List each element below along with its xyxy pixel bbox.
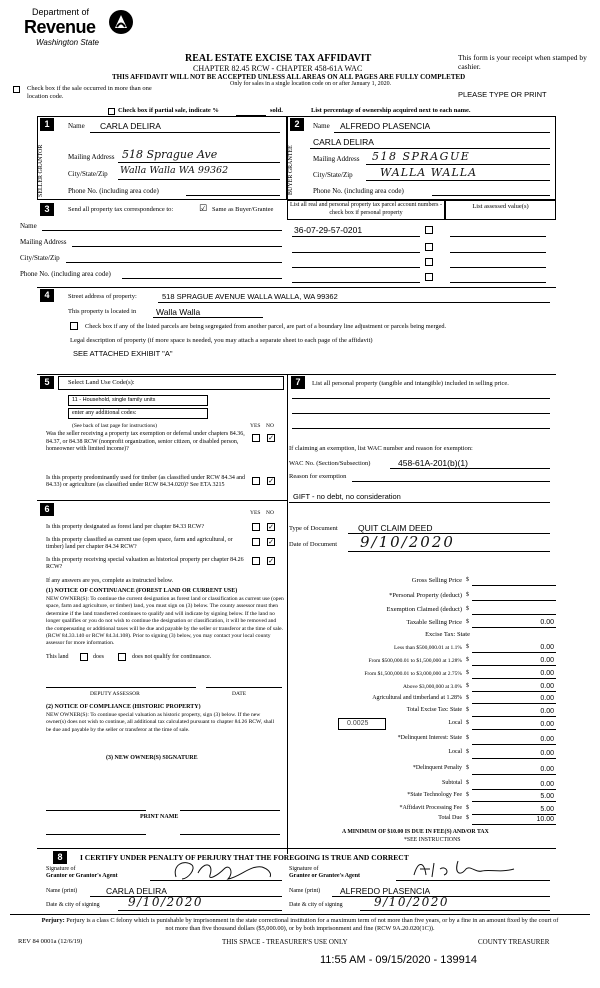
parcel-2-personal-checkbox[interactable] [425,243,433,251]
delinq-penalty-dollar: $ [466,765,469,771]
print-name-label: PRINT NAME [140,814,179,820]
subtotal-label: Subtotal [441,780,462,786]
s5-q2-no-checkbox[interactable]: ✓ [268,477,274,485]
s6-q1-no-checkbox[interactable]: ✓ [268,523,274,531]
tier2-value[interactable]: 0.00 [540,657,554,664]
section-1-number: 1 [40,118,54,131]
perjury-block [40,917,560,933]
seller-phone-label: Phone No. (including area code) [68,187,159,195]
section-4-number: 4 [40,289,54,302]
grantee-sig-line [396,880,550,881]
tier4-value[interactable]: 0.00 [540,683,554,690]
notice-1-title: (1) NOTICE OF CONTINUANCE (FOREST LAND OR CURRENT USE) [46,588,238,594]
seller-address[interactable]: 518 Sprague Ave [122,148,218,161]
reason-label: Reason for exemption [289,473,347,480]
does-label: does [93,654,104,660]
buyer-city-line [366,180,550,181]
buyer-city[interactable]: WALLA WALLA [380,166,478,179]
buyer-address[interactable]: 518 SPRAGUE [372,150,471,163]
tier1-label: Less than $500,000.01 at 1.1% [394,645,462,651]
seller-city[interactable]: Walla Walla WA 99362 [120,165,229,176]
treasurer-only: THIS SPACE - TREASURER'S USE ONLY [222,938,348,946]
delinq-state-label: *Delinquent Interest: State [397,735,462,741]
tech-fee-value[interactable]: 5.00 [540,793,554,800]
recording-stamp: 11:55 AM - 09/15/2020 - 139914 [320,954,477,966]
seller-address-line [118,162,280,163]
land-use-label: Select Land Use Code(s): [68,379,135,386]
delinq-state-line [472,744,556,745]
processing-fee-dollar: $ [466,805,469,811]
reason-line-2 [289,502,550,503]
section-8-number: 8 [53,851,67,864]
s6-yes-header: YES [250,510,261,516]
taxable-dollar: $ [466,619,469,625]
local-rate: 0.0025 [347,720,369,727]
taxable-line [472,627,556,628]
new-owner-sig-line-1[interactable] [46,810,146,811]
s5-question-1: Was the seller receiving a property tax exemption or deferral under chapters 84.36, 84.37, or 84.38 RCW (nonprofit organization, senior citizen, or disabled person, homeowner with limited income)? [46,431,245,452]
delinq-local-label: Local [448,749,462,755]
gross-label: Gross Selling Price [411,577,462,584]
buyer-name-2[interactable]: CARLA DELIRA [313,137,374,147]
parcels-header: List all real and personal property tax parcel account numbers - check box if personal property [290,202,442,216]
reason-value[interactable]: GIFT - no debt, no consideration [293,492,401,501]
tier1-dollar: $ [466,644,469,650]
buyer-name-line-1 [334,132,550,133]
s5-question-2: Is this property predominantly used for timber (as classified under RCW 84.34 and 84.33) or agriculture (as classified under RCW 84.34.020)? See ETA 3215 [46,475,246,488]
grantor-sig-label-2: Grantor or Grantor's Agent [46,873,118,879]
print-name-line-1[interactable] [46,834,146,835]
s5-q2-yes-checkbox[interactable] [252,477,260,485]
section-8-top-rule [37,848,556,849]
gross-dollar: $ [466,577,469,583]
deputy-line[interactable] [46,687,196,688]
section-6-top-rule [37,500,287,501]
s3-phone-line[interactable] [122,278,282,279]
legal-label: Legal description of property (if more space is needed, you may attach a separate sheet to each page of the affidavit) [70,337,373,344]
exemption-label: If claiming an exemption, list WAC number and reason for exemption: [289,445,473,452]
s6-question-3: Is this property receiving special valuation as historical property per chapter 84.26 RCW? [46,557,244,570]
grantor-sig-label-1: Signature of [46,866,76,872]
section-6-number: 6 [40,503,54,516]
grantor-sig-line [150,880,282,881]
s5-no-header: NO [266,423,274,429]
ag-label: Agricultural and timberland at 1.28% [372,695,462,701]
personal-line[interactable] [472,600,556,601]
deputy-date-label: DATE [232,691,247,697]
s3-mail-label: Mailing Address [20,238,67,246]
parcel-4-personal-checkbox[interactable] [425,273,433,281]
section-5-top-rule [37,374,556,375]
personal-property-line-2[interactable] [292,413,550,414]
s6-q2-yes-checkbox[interactable] [252,538,260,546]
tier2-dollar: $ [466,657,469,663]
s3-city-label: City/State/Zip [20,254,60,262]
new-owner-sig-line-2[interactable] [180,810,280,811]
seller-city-line [118,179,280,180]
personal-label: *Personal Property (deduct) [389,592,462,599]
print-name-line-2[interactable] [180,834,280,835]
located-line [153,317,263,318]
grantor-date-label: Date & city of signing [46,902,100,908]
delinq-local-value[interactable]: 0.00 [540,750,554,757]
logo-state: Washington State [36,38,100,47]
grantee-name-label: Name (print) [289,888,321,894]
single-location: Only for sales in a single location code on or after January 1, 2020. [230,81,392,87]
s6-q3-yes-checkbox[interactable] [252,557,260,565]
grantee-name-print[interactable]: ALFREDO PLASENCIA [340,886,431,896]
tier4-label: Above $3,000,000 at 3.0% [403,684,462,690]
located-value[interactable]: Walla Walla [156,307,201,317]
grantor-name-label: Name (print) [46,888,78,894]
wac-label: WAC No. (Section/Subsection) [289,460,371,467]
total-state-label: Total Excise Tax: State [406,707,462,713]
partial-sale-checkbox[interactable] [108,108,115,115]
does-not-label: does not qualify for continuance. [132,654,212,660]
segregate-checkbox[interactable] [70,322,78,330]
buyer-name-line-2 [310,148,550,149]
local-label: Local [448,720,462,726]
tech-fee-label: *State Technology Fee [407,792,462,798]
seller-name-label: Name [68,122,85,130]
rev-number: REV 84 0001a (12/6/19) [18,938,83,945]
buyer-name-1[interactable]: ALFREDO PLASENCIA [340,121,431,131]
revenue-logo-icon [108,8,134,36]
street-line [158,302,550,303]
notice-2-title: (2) NOTICE OF COMPLIANCE (HISTORIC PROPERTY) [46,704,201,710]
parcel-line-4[interactable] [292,282,420,283]
notice-2-text: NEW OWNER(S): To continue special valuation as historic property, sign (3) below. If the new owner(s) does not wish to continue, all additional tax calculated pursuant to chapter 84.26 RCW, shall be due and payable by the seller or transferor at the time of sale. [46,712,275,733]
sold-label: sold. [270,107,283,114]
multi-location-label: Check box if the sale occurred in more than one location code. [27,85,152,100]
new-owner-sig-label: (3) NEW OWNER(S) SIGNATURE [106,755,198,761]
county-treasurer: COUNTY TREASURER [478,938,550,946]
section-7-number: 7 [291,376,305,389]
buyer-address-label: Mailing Address [313,155,360,163]
dor-logo [10,4,135,66]
minimum-due-note: A MINIMUM OF $10.00 IS DUE IN FEE(S) AND/OR TAX [342,829,489,835]
delinq-penalty-line [472,774,556,775]
tier3-value[interactable]: 0.00 [540,670,554,677]
s6-question-1: Is this property designated as forest land per chapter 84.33 RCW? [46,524,205,530]
buyer-phone-label: Phone No. (including area code) [313,187,404,195]
land-use-code: 11 - Household, single family units [72,397,156,403]
personal-dollar: $ [466,592,469,598]
warning-line: THIS AFFIDAVIT WILL NOT BE ACCEPTED UNLESS ALL AREAS ON ALL PAGES ARE FULLY COMPLETED [112,73,466,81]
subtotal-line [472,789,556,790]
logo-revenue: Revenue [24,17,96,37]
total-due-dollar: $ [466,815,469,821]
grantee-sig-label-2: Grantee or Grantee's Agent [289,873,361,879]
assessed-line-1[interactable] [450,236,546,237]
s5-q1-no-checkbox[interactable]: ✓ [268,434,274,442]
tier2-label: From $500,000.01 to $1,500,000 at 1.28% [368,658,462,664]
see-back-label: (See back of last page for instructions) [72,423,157,429]
form-title: REAL ESTATE EXCISE TAX AFFIDAVIT [185,53,372,64]
s5-q1-yes-checkbox[interactable] [252,434,260,442]
s6-no-header: NO [266,510,274,516]
seller-name-line [90,132,280,133]
exemption-line[interactable] [472,614,556,615]
local-dollar: $ [466,720,469,726]
buyer-name-label: Name [313,122,330,130]
receipt-note: This form is your receipt when stamped by cashier. [458,53,587,71]
s3-name-label: Name [20,222,37,230]
additional-codes-box[interactable] [68,408,208,419]
personal-property-label: List all personal property (tangible and intangible) included in selling price. [312,380,509,387]
parcel-line-2[interactable] [292,252,420,253]
tier2-line [472,665,556,666]
legal-description[interactable]: SEE ATTACHED EXHIBIT "A" [73,349,173,358]
center-divider [287,374,288,854]
doc-date[interactable]: 9/10/2020 [360,533,455,551]
same-as-buyer-label: Same as Buyer/Grantee [212,206,274,213]
s3-mail-line[interactable] [72,246,282,247]
seller-address-label: Mailing Address [68,153,115,161]
tech-fee-dollar: $ [466,792,469,798]
local-line [472,729,556,730]
doc-date-line [348,551,550,552]
delinq-local-line [472,758,556,759]
buyer-side-label: BUYER GRANTEE [288,145,294,196]
grantee-date-line [360,910,550,911]
subtotal-dollar: $ [466,780,469,786]
assessed-line-3[interactable] [450,267,546,268]
buyer-address-line [366,164,550,165]
delinq-state-dollar: $ [466,735,469,741]
parcel-line-1 [292,236,420,237]
logo-dept-line: Department of [32,7,90,17]
parcel-1-personal-checkbox[interactable] [425,226,433,234]
section-5-number: 5 [40,376,54,389]
total-due-value[interactable]: 10.00 [536,816,554,823]
send-correspondence-label: Send all property tax correspondence to: [68,206,174,213]
segregate-label: Check box if any of the listed parcels are being segregated from another parcel, are part of a boundary line adjustment or parcels being merged. [85,323,447,330]
certify-statement: I CERTIFY UNDER PENALTY OF PERJURY THAT THE FOREGOING IS TRUE AND CORRECT [80,853,409,862]
tier4-line [472,691,556,692]
taxable-value[interactable]: 0.00 [540,619,554,626]
section-3-number: 3 [40,203,54,216]
ag-line [472,703,556,704]
assessed-line-2[interactable] [450,252,546,253]
seller-phone-line[interactable] [186,195,280,196]
print-note: PLEASE TYPE OR PRINT [458,90,547,99]
processing-fee-line [472,814,556,815]
s6-q3-no-checkbox[interactable]: ✓ [268,557,274,565]
tier3-line [472,678,556,679]
multi-location-checkbox[interactable] [13,86,20,93]
grantor-date[interactable]: 9/10/2020 [128,895,204,909]
processing-fee-value[interactable]: 5.00 [540,806,554,813]
ownership-label: List percentage of ownership acquired next to each name. [311,107,471,114]
form-chapter: CHAPTER 82.45 RCW - CHAPTER 458-61A WAC [193,64,363,73]
grantor-date-line [118,910,282,911]
gross-line[interactable] [472,585,556,586]
additional-codes-label: enter any additional codes: [72,410,137,416]
does-checkbox[interactable] [80,653,88,661]
parcel-3-personal-checkbox[interactable] [425,258,433,266]
s6-question-2: Is this property classified as current use (open space, farm and agricultural, or timber) land per chapter 84.34 RCW? [46,537,233,550]
notice-1-text: NEW OWNER(S): To continue the current designation as forest land or classification as current use (open space, farm and agriculture, or timber) land, you must sign on (3) below. The county assessor must then determine if the land transferred continues to qualify and will indicate by signing below. If the land no longer qualifies or you do not wish to continue the designation or classification, it will be removed and the compensating or additional taxes will be due and payable by the seller or transferor at the time of sale. (RCW 84.33.140 or RCW 84.34.108). Prior to signing (3) below, you may contact your local county assessor for more information. [46,596,284,647]
s3-city-line[interactable] [66,262,282,263]
ag-dollar: $ [466,695,469,701]
processing-fee-label: *Affidavit Processing Fee [399,805,462,811]
seller-city-label: City/State/Zip [68,170,108,178]
perjury-text: Perjury is a class C felony which is punishable by imprisonment in the state correctional institution for a maximum term of not more than five years, or by a fine in an amount fixed by the court of not more than five thousand dollars ($5,000.00), or by both imprisonment and fine (RCW 9A.20.020(1C)). [66,917,559,932]
wac-number[interactable]: 458-61A-201(b)(1) [398,458,468,468]
grantee-date-label: Date & city of signing [289,902,343,908]
see-instructions-note: *SEE INSTRUCTIONS [404,837,461,843]
total-state-line [472,716,556,717]
taxable-label: Taxable Selling Price [406,619,462,626]
street-label: Street address of property: [68,293,137,300]
located-label: This property is located in [68,308,137,315]
s6-q1-yes-checkbox[interactable] [252,523,260,531]
street-address[interactable]: 518 SPRAGUE AVENUE WALLA WALLA, WA 99362 [162,292,338,301]
deputy-label: DEPUTY ASSESSOR [90,691,140,697]
does-not-checkbox[interactable] [118,653,126,661]
seller-name[interactable]: CARLA DELIRA [100,121,161,131]
delinq-penalty-label: *Delinquent Penalty [412,765,462,771]
any-yes-label: If any answers are yes, complete as instructed below. [46,578,174,584]
doc-date-label: Date of Document [289,541,338,548]
total-state-dollar: $ [466,707,469,713]
section-4-top-rule [37,287,556,288]
deputy-date-line[interactable] [206,687,282,688]
parcel-number[interactable]: 36-07-29-57-0201 [294,225,363,235]
perjury-label: Perjury: [41,917,65,924]
tier1-value[interactable]: 0.00 [540,644,554,651]
grantee-date[interactable]: 9/10/2020 [374,895,450,909]
tier3-label: From $1,500,000.01 to $3,000,000 at 2.75% [364,671,462,677]
section-2-number: 2 [290,118,304,131]
this-land-label: This land [46,654,69,660]
buyer-city-label: City/State/Zip [313,171,353,179]
same-as-buyer-checkbox[interactable]: ☑ [199,204,208,214]
tier3-dollar: $ [466,670,469,676]
delinq-local-dollar: $ [466,749,469,755]
footer-rule [10,914,590,915]
buyer-phone-line[interactable] [432,195,550,196]
delinq-state-value[interactable]: 0.00 [540,736,554,743]
delinq-penalty-value[interactable]: 0.00 [540,766,554,773]
partial-sale-label: Check box if partial sale, indicate % [118,107,219,114]
assessed-line-4[interactable] [450,282,546,283]
reason-line-1 [352,481,550,482]
personal-property-line-3[interactable] [292,428,550,429]
total-due-label: Total Due [438,815,462,821]
ag-value[interactable]: 0.00 [540,695,554,702]
seller-side-label: SELLER GRANTOR [38,144,44,197]
grantee-sig-label-1: Signature of [289,866,319,872]
total-state-value[interactable]: 0.00 [540,708,554,715]
excise-state-label: Excise Tax: State [425,631,470,638]
s3-name-line[interactable] [42,230,282,231]
subtotal-value[interactable]: 0.00 [540,781,554,788]
grantor-name-print[interactable]: CARLA DELIRA [106,886,167,896]
grantor-signature[interactable] [170,855,280,887]
doc-type[interactable]: QUIT CLAIM DEED [358,523,433,533]
tier4-dollar: $ [466,683,469,689]
s5-yes-header: YES [250,423,261,429]
doc-type-label: Type of Document [289,525,338,532]
tier1-line [472,652,556,653]
parcel-line-3[interactable] [292,267,420,268]
total-due-line [472,824,556,825]
exemption-dollar: $ [466,606,469,612]
exemption-claimed-label: Exemption Claimed (deduct) [386,606,462,613]
s6-q2-no-checkbox[interactable]: ✓ [268,538,274,546]
wac-line [390,468,550,469]
local-value[interactable]: 0.00 [540,721,554,728]
assessed-header: List assessed value(s) [472,203,529,210]
personal-property-line-1[interactable] [292,398,550,399]
tech-fee-line [472,801,556,802]
s3-phone-label: Phone No. (including area code) [20,270,111,278]
